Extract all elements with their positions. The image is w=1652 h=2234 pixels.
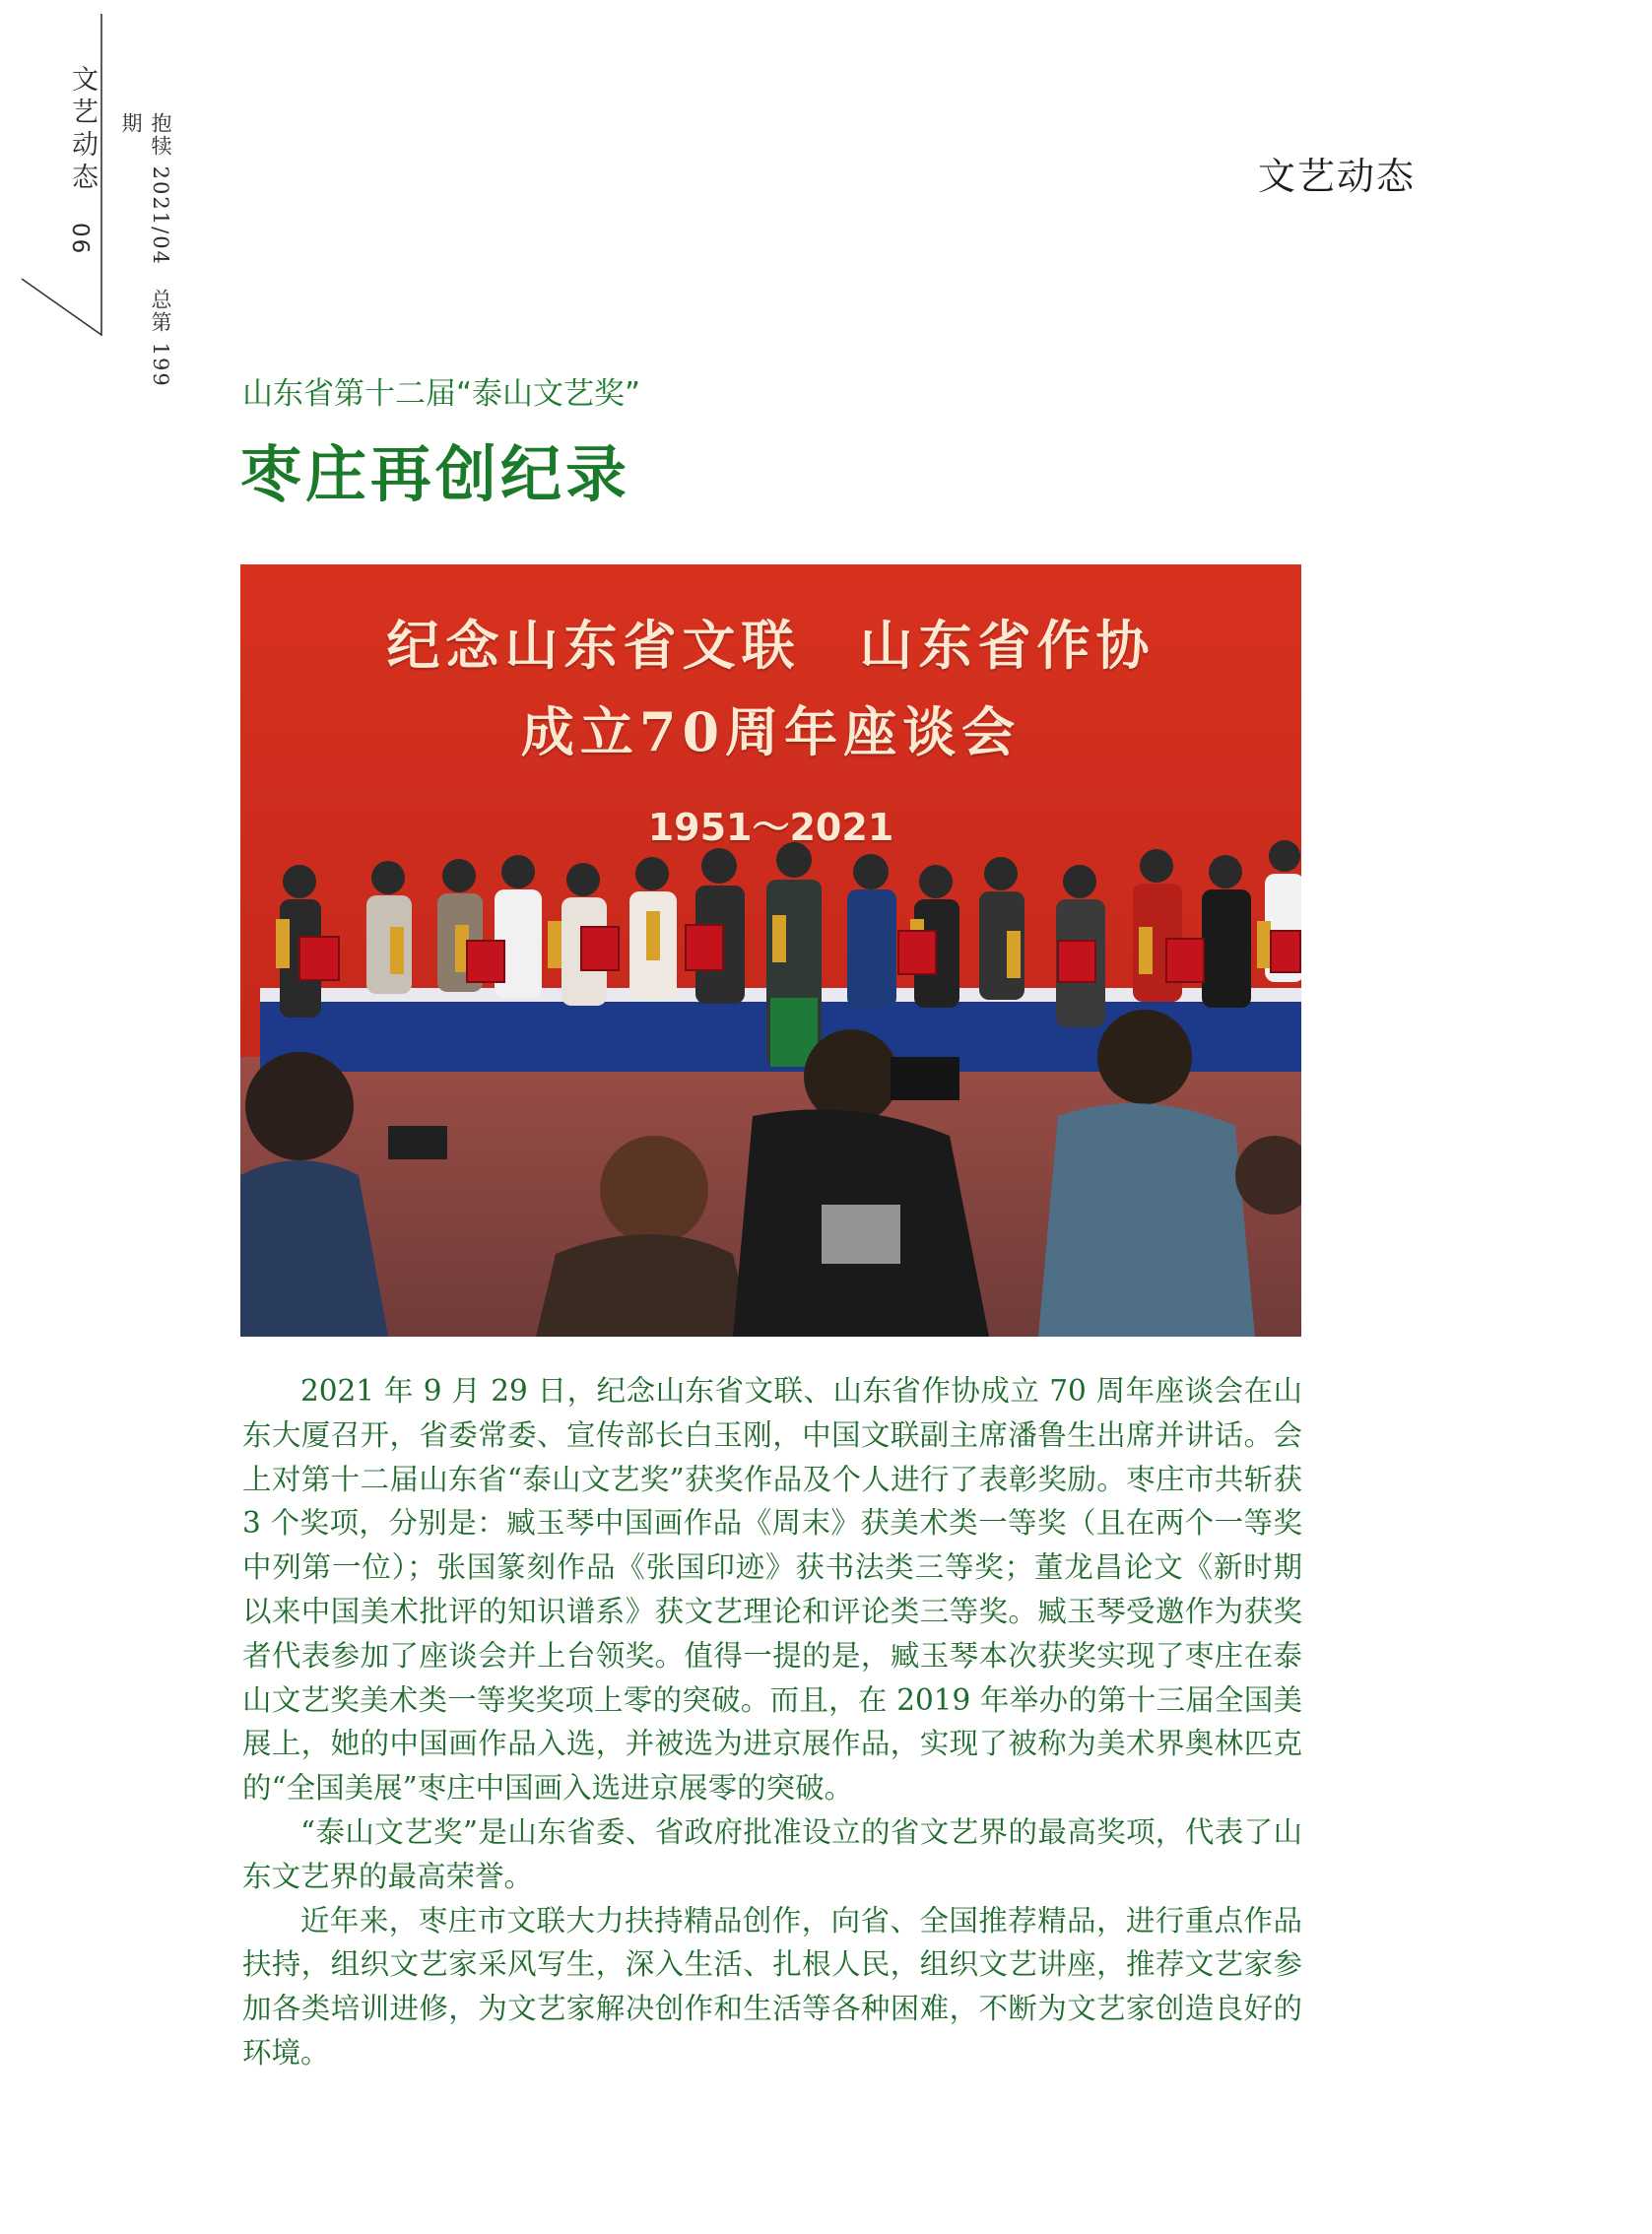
event-photo-illustration (240, 564, 1301, 1337)
side-tab-label: 文艺动态 (67, 65, 98, 195)
page-number: 06 (67, 223, 93, 256)
article-paragraph-2: “泰山文艺奖”是山东省委、省政府批准设立的省文艺界的最高奖项，代表了山东文艺界的最高荣誉。 (242, 1814, 1302, 1893)
side-tab (0, 0, 172, 394)
article-paragraph-1: 2021 年 9 月 29 日，纪念山东省文联、山东省作协成立 70 周年座谈会在山东大厦召开，省委常委、宣传部长白玉刚，中国文联副主席潘鲁生出席并讲话。会上对第十二届山东省“泰山文艺奖”获奖作品及个人进行了表彰奖励。枣庄市共斩获 3 个奖项，分别是：臧玉琴中国画作品《周末》获美术类一等奖（且在两个一等奖中列第一位）；张国篆刻作品《张国印迹》获书法类三等奖；董龙昌论文《新时期以来中国美术批评的知识谱系》获文艺理论和评论类三等奖。臧玉琴受邀作为获奖者代表参加了座谈会并上台领奖。值得一提的是，臧玉琴本次获奖实现了枣庄在泰山文艺奖美术类一等奖奖项上零的突破。而且，在 2019 年举办的第十三届全国美展上，她的中国画作品入选，并被选为进京展作品，实现了被称为美术界奥林匹克的“全国美展”枣庄中国画入选进京展零的突破。 (242, 1374, 1302, 1806)
article-body (242, 1369, 1302, 2075)
banner-years: 1951～2021 (647, 806, 894, 849)
article-paragraph-3: 近年来，枣庄市文联大力扶持精品创作，向省、全国推荐精品，进行重点作品扶持，组织文艺家采风写生，深入生活、扎根人民，组织文艺讲座，推荐文艺家参加各类培训进修，为文艺家解决创作和生活等各种困难，不断为文艺家创造良好的环境。 (242, 1903, 1302, 2070)
section-header: 文艺动态 (1257, 155, 1416, 198)
banner-line-1: 纪念山东省文联 山东省作协 (386, 614, 1156, 677)
banner-line-2: 成立70周年座谈会 (520, 700, 1022, 763)
issue-info: 抱犊 2021/04 总第 199 期 (119, 112, 172, 388)
article-subtitle: 山东省第十二届“泰山文艺奖” (242, 376, 641, 412)
article-headline: 枣庄再创纪录 (240, 438, 631, 510)
event-photo (240, 564, 1301, 1337)
